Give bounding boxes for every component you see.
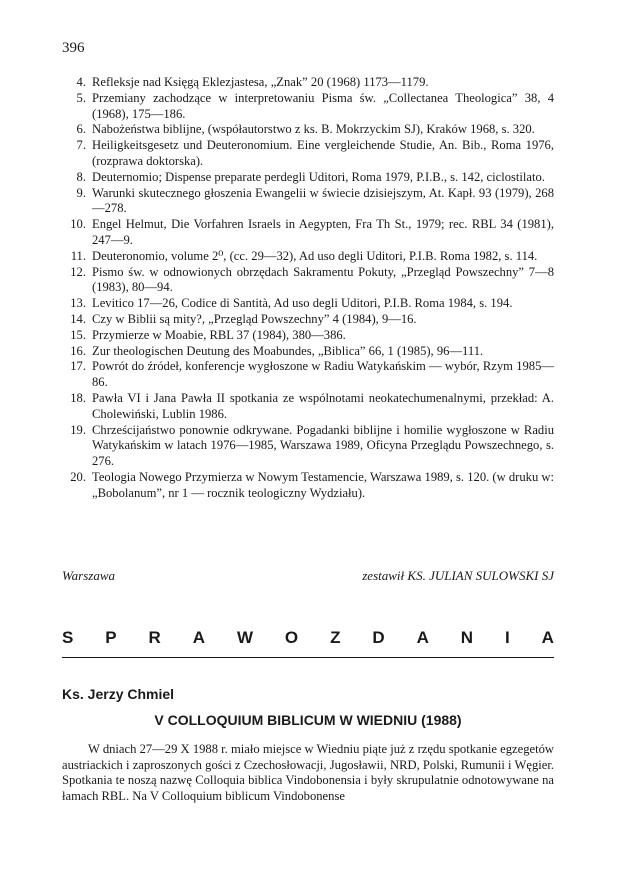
bibliography-item-text: Pismo św. w odnowionych obrzędach Sakramentu Pokuty, „Przegląd Powszechny” 7—8 (1983), 80—94. bbox=[92, 264, 554, 295]
bibliography-item-text: Deuternomio; Dispense preparate perdegli Uditori, Roma 1979, P.I.B., s. 142, ciclostilato. bbox=[92, 169, 545, 184]
bibliography-item bbox=[62, 391, 554, 423]
bibliography-item bbox=[62, 265, 554, 297]
section-heading-letter: I bbox=[504, 628, 510, 647]
bibliography-item bbox=[62, 217, 554, 249]
bibliography-item bbox=[62, 170, 554, 186]
section-heading-letter: D bbox=[372, 628, 385, 647]
bibliography-item-number: 18. bbox=[70, 390, 86, 405]
bibliography-item-number: 4. bbox=[76, 75, 86, 89]
bibliography-item-text: Levitico 17—26, Codice di Santità, Ad uso degli Uditori, P.I.B. Roma 1984, s. 194. bbox=[92, 296, 513, 311]
section-heading-letter: A bbox=[416, 628, 429, 647]
bibliography-item-text: Nabożeństwa biblijne, (współautorstwo z ks. B. Mokrzyckim SJ), Kraków 1968, s. 320. bbox=[92, 122, 535, 137]
bibliography-item-text: Refleksje nad Księgą Eklezjastesa, „Znak” 20 (1968) 1173—1179. bbox=[92, 75, 429, 89]
bibliography-item-number: 14. bbox=[70, 311, 86, 326]
section-heading-letter: Z bbox=[330, 628, 341, 647]
section-heading-letter: R bbox=[148, 628, 161, 647]
bibliography-item bbox=[62, 328, 554, 344]
bibliography-item bbox=[62, 138, 554, 170]
bibliography-item-text: Teologia Nowego Przymierza w Nowym Testamencie, Warszawa 1989, s. 120. (w druku w: „Bobolanum”, nr 1 — rocznik teologiczny Wydziału). bbox=[92, 469, 554, 500]
section-heading-letter: A bbox=[541, 628, 554, 647]
bibliography-item-text: Przemiany zachodzące w interpretowaniu Pisma św. „Collectanea Theologica” 38, 4 (1968), 175—186. bbox=[92, 90, 554, 121]
bibliography-item-number: 5. bbox=[76, 90, 86, 105]
report-title: V COLLOQUIUM BIBLICUM W WIEDNIU (1988) bbox=[154, 712, 462, 728]
bibliography-item-number: 15. bbox=[70, 327, 86, 342]
bibliography-item-number: 6. bbox=[76, 122, 86, 137]
bibliography-item-number: 17. bbox=[70, 359, 86, 374]
bibliography-item bbox=[62, 296, 554, 312]
bibliography-item bbox=[62, 312, 554, 328]
report-paragraph: W dniach 27—29 X 1988 r. miało miejsce w Wiedniu piąte już z rzędu spotkanie egzegetów austriackich i zaproszonych gości z Czechosłowacji, Jugosławii, NRD, Polski, Rumunii i Węgier. Spotkania te noszą nazwę Colloquia biblica Vindobonensia i były skrupulatnie odnotowywane na łamach RBL. Na V Colloquium biblicum Vindobonense bbox=[62, 742, 554, 803]
bibliography-item-text: Engel Helmut, Die Vorfahren Israels in Aegypten, Fra Th St., 1979; rec. RBL 34 (1981), 247—9. bbox=[92, 217, 554, 247]
bibliography-item-text: Chrześcijaństwo ponownie odkrywane. Pogadanki biblijne i homilie wygłoszone w Radiu Watykańskim w latach 1976—1985, Warszawa 1989, Oficyna Przeglądu Powszechnego, s. 276. bbox=[92, 422, 554, 469]
bibliography-item bbox=[62, 91, 554, 123]
bibliography-item-number: 7. bbox=[76, 138, 86, 153]
bibliography-item bbox=[62, 186, 554, 218]
bibliography-item-text: Czy w Biblii są mity?, „Przegląd Powszechny” 4 (1984), 9—16. bbox=[92, 311, 417, 326]
bibliography-item-number: 13. bbox=[70, 296, 86, 311]
section-heading-letter: O bbox=[284, 628, 299, 647]
bibliography-item bbox=[62, 470, 554, 502]
bibliography-item bbox=[62, 344, 554, 360]
bibliography-item-text: Zur theologischen Deutung des Moabundes, „Biblica” 66, 1 (1985), 96—111. bbox=[92, 343, 484, 358]
bibliography-item bbox=[62, 249, 554, 265]
signature-place: Warszawa bbox=[62, 568, 115, 583]
section-heading-letter: P bbox=[105, 628, 117, 647]
section-divider bbox=[62, 657, 554, 658]
bibliography-item-number: 16. bbox=[70, 343, 86, 358]
page-number: 396 bbox=[62, 40, 85, 56]
section-heading-letter: S bbox=[62, 628, 74, 647]
bibliography-item bbox=[62, 359, 554, 391]
section-heading-sprawozdania bbox=[62, 628, 554, 648]
report-author: Ks. Jerzy Chmiel bbox=[62, 686, 175, 702]
bibliography-item-text: Deuteronomio, volume 2⁰, (cc. 29—32), Ad uso degli Uditori, P.I.B. Roma 1982, s. 114. bbox=[92, 248, 538, 263]
section-heading-letter: A bbox=[192, 628, 206, 647]
bibliography-item-number: 12. bbox=[70, 264, 86, 279]
bibliography-item-text: Warunki skutecznego głoszenia Ewangelii w świecie dzisiejszym, At. Kapł. 93 (1979), 268—278. bbox=[92, 185, 554, 216]
bibliography-item-text: Heiligkeitsgesetz und Deuteronomium. Eine vergleichende Studie, An. Bib., Roma 1976, (rozprawa doktorska). bbox=[92, 138, 554, 168]
bibliography-item-number: 19. bbox=[70, 422, 86, 437]
bibliography-item-number: 20. bbox=[70, 469, 86, 484]
bibliography-item-number: 8. bbox=[76, 169, 86, 184]
bibliography-item bbox=[62, 122, 554, 138]
bibliography-item bbox=[62, 423, 554, 470]
section-heading-letter: W bbox=[236, 628, 253, 647]
bibliography-item-text: Powrót do źródeł, konferencje wygłoszone w Radiu Watykańskim — wybór, Rzym 1985—86. bbox=[92, 359, 554, 390]
bibliography-item-number: 10. bbox=[70, 217, 86, 232]
bibliography-item-number: 11. bbox=[70, 248, 86, 263]
bibliography-list bbox=[62, 75, 554, 502]
bibliography-item-text: Przymierze w Moabie, RBL 37 (1984), 380—386. bbox=[92, 327, 346, 342]
bibliography-item-text: Pawła VI i Jana Pawła II spotkania ze wspólnotami neokatechumenalnymi, przekład: A. Cholewiński, Lublin 1986. bbox=[92, 390, 554, 421]
signature-compiler: zestawił KS. JULIAN SULOWSKI SJ bbox=[362, 568, 554, 583]
bibliography-item bbox=[62, 75, 554, 91]
bibliography-item-number: 9. bbox=[76, 185, 86, 200]
section-heading-letter: N bbox=[460, 628, 474, 647]
